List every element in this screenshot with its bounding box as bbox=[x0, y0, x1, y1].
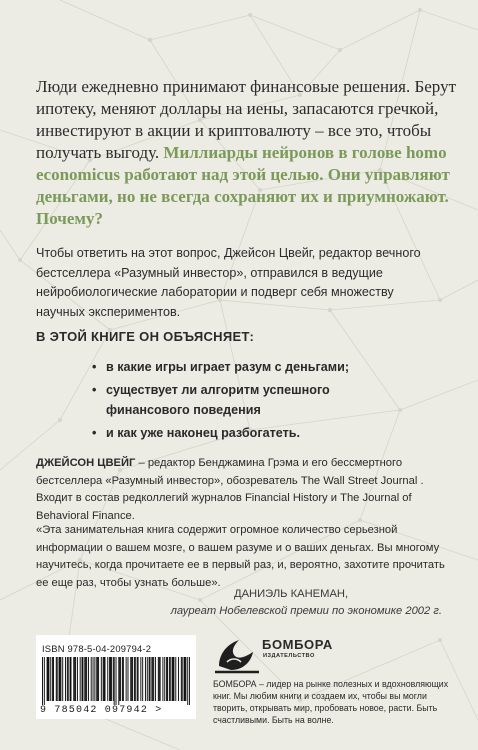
list-item: • и как уже наконец разбогатеть. bbox=[92, 423, 392, 443]
barcode-bar bbox=[48, 657, 49, 701]
barcode-bar bbox=[158, 657, 159, 701]
bullet-icon: • bbox=[92, 383, 97, 397]
barcode-bar bbox=[65, 657, 66, 701]
barcode-bar bbox=[162, 657, 163, 701]
quote-signer-title: лауреат Нобелевской премии по экономике 2002 г. bbox=[170, 605, 442, 617]
barcode-bar bbox=[159, 657, 160, 701]
barcode-bar bbox=[60, 657, 61, 701]
quote-attribution bbox=[102, 586, 442, 620]
barcode-bar bbox=[118, 657, 119, 705]
intro-highlight: Миллиарды нейронов в голове homo economicus работают над этой целью. Они управляют деньгами, но не всегда сохраняют их и приумножают. Почему? bbox=[36, 143, 450, 228]
barcode-bars bbox=[42, 657, 190, 705]
quote-signer: ДАНИЭЛЬ КАНЕМАН, bbox=[234, 588, 349, 600]
barcode-bar bbox=[116, 657, 117, 705]
list-item: • в какие игры играет разум с деньгами; bbox=[92, 357, 392, 377]
barcode-bar bbox=[142, 657, 143, 701]
barcode-bar bbox=[44, 657, 45, 705]
barcode-bar bbox=[132, 657, 133, 701]
barcode-bar bbox=[181, 657, 182, 701]
author-name: ДЖЕЙСОН ЦВЕЙГ bbox=[36, 457, 136, 469]
barcode-bar bbox=[80, 657, 81, 701]
barcode-bar bbox=[131, 657, 132, 701]
barcode-bar bbox=[153, 657, 154, 701]
barcode-bar bbox=[134, 657, 135, 701]
publisher-name: БОМБОРА bbox=[262, 637, 333, 652]
review-quote: «Эта занимательная книга содержит огромное количество серьезной информации о вашем мозге, о вашем разуме и о ваших деньгах. Вы многому научитесь, когда прочитаете ее в первый раз, и, вероятно, захотите прочитать ее еще раз, чтобы узнать больше». bbox=[36, 524, 445, 589]
barcode-bar bbox=[59, 657, 60, 701]
author-bio-text: – редактор Бенджамина Грэма и его бессмертного бестселлера «Разумный инвестор», обозреватель The Wall Street Journal . Входит в состав редколлегий журналов Financial History и The Journal of Behavioral Finance. bbox=[36, 457, 424, 522]
barcode-bar bbox=[68, 657, 69, 701]
barcode-bar bbox=[169, 657, 170, 701]
list-item: • существует ли алгоритм успешного финансового поведения bbox=[92, 380, 392, 420]
barcode-bar bbox=[150, 657, 151, 701]
barcode-bar bbox=[59, 657, 60, 701]
barcode-bar bbox=[147, 657, 148, 701]
barcode-bar bbox=[47, 657, 48, 701]
barcode-bar bbox=[73, 657, 74, 701]
barcode-bar bbox=[130, 657, 131, 701]
barcode-bar bbox=[50, 657, 51, 701]
barcode-bar bbox=[160, 657, 161, 701]
barcode-bar bbox=[111, 657, 112, 701]
barcode-bar bbox=[185, 657, 186, 701]
barcode-bar bbox=[184, 657, 185, 701]
barcode-bar bbox=[182, 657, 183, 701]
barcode-bar bbox=[70, 657, 71, 701]
barcode-bar bbox=[155, 657, 156, 701]
barcode-bar bbox=[93, 657, 94, 701]
barcode-bar bbox=[152, 657, 153, 701]
barcode-digits: 9 785042 097942 > bbox=[40, 705, 163, 716]
barcode-bar bbox=[126, 657, 127, 701]
barcode-bar bbox=[166, 657, 167, 701]
barcode-bar bbox=[173, 657, 174, 701]
barcode-bar bbox=[167, 657, 168, 701]
barcode-bar bbox=[107, 657, 108, 701]
barcode-bar bbox=[113, 657, 114, 701]
barcode-bar bbox=[120, 657, 121, 701]
barcode-bar bbox=[74, 657, 75, 701]
barcode-bar bbox=[151, 657, 152, 701]
barcode-bar bbox=[48, 657, 49, 701]
publisher-subtitle: ИЗДАТЕЛЬСТВО bbox=[263, 653, 315, 659]
barcode-bar bbox=[140, 657, 141, 701]
explains-heading: В ЭТОЙ КНИГЕ ОН ОБЪЯСНЯЕТ: bbox=[36, 329, 255, 344]
barcode-bar bbox=[127, 657, 128, 701]
barcode-bar bbox=[187, 657, 188, 705]
barcode-bar bbox=[149, 657, 150, 701]
explains-list bbox=[92, 357, 392, 443]
barcode-bar bbox=[42, 657, 43, 705]
bullet-icon: • bbox=[92, 360, 97, 374]
barcode-bar bbox=[88, 657, 89, 701]
barcode-bar bbox=[123, 657, 124, 701]
barcode-bar bbox=[101, 657, 102, 701]
isbn-label: ISBN 978-5-04-209794-2 bbox=[42, 643, 152, 654]
barcode-bar bbox=[145, 657, 146, 701]
description-paragraph: Чтобы ответить на этот вопрос, Джейсон Цвейг, редактор вечного бестселлера «Разумный инвестор», отправился в ведущие нейробиологические лаборатории и подверг себя множеству научных экспериментов. bbox=[36, 246, 421, 319]
barcode-bar bbox=[94, 657, 95, 701]
barcode-bar bbox=[56, 657, 57, 701]
barcode-bar bbox=[175, 657, 176, 701]
barcode-bar bbox=[85, 657, 86, 701]
barcode-bar bbox=[57, 657, 58, 701]
barcode-bar bbox=[96, 657, 97, 701]
barcode-bar bbox=[77, 657, 78, 701]
barcode-bar bbox=[52, 657, 53, 701]
author-bio bbox=[36, 455, 456, 525]
barcode-bar bbox=[103, 657, 104, 701]
barcode-bar bbox=[91, 657, 92, 701]
barcode-bar bbox=[71, 657, 72, 701]
barcode-bar bbox=[135, 657, 136, 701]
barcode-bar bbox=[75, 657, 76, 701]
barcode-bar bbox=[137, 657, 138, 701]
barcode-bar bbox=[178, 657, 179, 701]
barcode-bar bbox=[173, 657, 174, 701]
barcode-bar bbox=[189, 657, 190, 705]
barcode-bar bbox=[105, 657, 106, 701]
barcode-bar bbox=[122, 657, 123, 701]
barcode-bar bbox=[170, 657, 171, 701]
barcode-bar bbox=[164, 657, 165, 701]
barcode-bar bbox=[53, 657, 54, 701]
barcode-bar bbox=[98, 657, 99, 701]
barcode-bar bbox=[67, 657, 68, 701]
barcode-bar bbox=[138, 657, 139, 701]
barcode-bar bbox=[109, 657, 110, 701]
barcode-bar bbox=[172, 657, 173, 701]
bullet-icon: • bbox=[92, 426, 97, 440]
barcode-bar bbox=[84, 657, 85, 701]
publisher-blurb: БОМБОРА – лидер на рынке полезных и вдохновляющих книг. Мы любим книги и создаем их, чтобы вы могли творить, открывать мир, пробовать новое, расти. Быть счастливыми. Быть на волне. bbox=[213, 679, 449, 725]
barcode-bar bbox=[104, 657, 105, 701]
barcode bbox=[36, 635, 196, 719]
barcode-bar bbox=[86, 657, 87, 701]
barcode-bar bbox=[184, 657, 185, 701]
intro-paragraph bbox=[36, 76, 456, 230]
barcode-bar bbox=[110, 657, 111, 701]
barcode-bar bbox=[119, 657, 120, 701]
barcode-bar bbox=[114, 657, 115, 705]
barcode-bar bbox=[82, 657, 83, 701]
barcode-bar bbox=[82, 657, 83, 701]
barcode-bar bbox=[97, 657, 98, 701]
barcode-bar bbox=[62, 657, 63, 701]
intro-text: Люди ежедневно принимают финансовые решения. Берут ипотеку, меняют доллары на иены, запасаются гречкой, инвестируют в акции и криптовалюту – все это, чтобы получать выгоду. bbox=[36, 77, 457, 162]
